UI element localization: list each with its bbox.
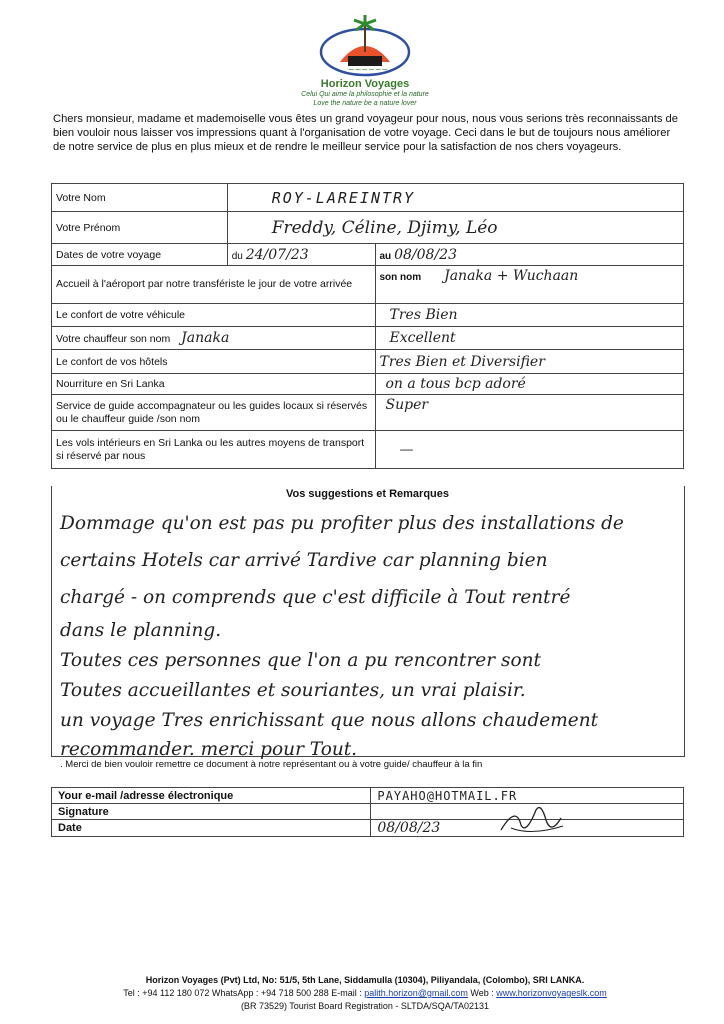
vols-label: Les vols intérieurs en Sri Lanka ou les autres moyens de transport si réservé par nous bbox=[52, 431, 376, 469]
au-field[interactable]: au 08/08/23 bbox=[375, 244, 684, 266]
footer-web-link[interactable]: www.horizonvoyageslk.com bbox=[496, 988, 607, 998]
contact-table bbox=[51, 787, 684, 837]
row-prenom bbox=[52, 212, 684, 244]
date-field[interactable]: 08/08/23 bbox=[371, 820, 684, 837]
hotels-label: Le confort de vos hôtels bbox=[52, 350, 376, 374]
accueil-label: Accueil à l'aéroport par notre transfériste le jour de votre arrivée bbox=[52, 266, 376, 304]
suggestion-line: Dommage qu'on est pas pu profiter plus des installations de bbox=[60, 513, 624, 534]
nom-field[interactable]: ROY-LAREINTRY bbox=[227, 184, 683, 212]
suggestion-line: recommander. merci pour Tout. bbox=[60, 739, 358, 760]
guide-label: Service de guide accompagnateur ou les guides locaux si réservés ou le chauffeur guide /son nom bbox=[52, 395, 376, 431]
row-nourriture bbox=[52, 374, 684, 395]
nourriture-label: Nourriture en Sri Lanka bbox=[52, 374, 376, 395]
chauffeur-label: Votre chauffeur son nom Janaka bbox=[52, 327, 376, 350]
row-dates bbox=[52, 244, 684, 266]
suggestion-line: dans le planning. bbox=[60, 620, 222, 641]
vehicule-label: Le confort de votre véhicule bbox=[52, 304, 376, 327]
feedback-form-table bbox=[51, 183, 684, 469]
row-vols bbox=[52, 431, 684, 469]
signature-label: Signature bbox=[52, 804, 371, 820]
nom-label: Votre Nom bbox=[52, 184, 228, 212]
instruction-note: . Merci de bien vouloir remettre ce document à notre représentant ou à votre guide/ chauffeur à la fin bbox=[60, 759, 483, 770]
nourriture-field[interactable]: on a tous bcp adoré bbox=[375, 374, 684, 395]
suggestion-line: chargé - on comprends que c'est difficile à Tout rentré bbox=[60, 587, 571, 608]
footer bbox=[60, 974, 670, 1013]
suggestions-title: Vos suggestions et Remarques bbox=[285, 488, 449, 500]
footer-address: Horizon Voyages (Pvt) Ltd, No: 51/5, 5th Lane, Siddamulla (10304), Piliyandala, (Colombo), SRI LANKA. bbox=[145, 975, 585, 985]
footer-email-link[interactable]: palith.horizon@gmail.com bbox=[364, 988, 468, 998]
chauffeur-field[interactable]: Excellent bbox=[375, 327, 684, 350]
suggestion-line: un voyage Tres enrichissant que nous allons chaudement bbox=[60, 710, 599, 731]
vehicule-field[interactable]: Tres Bien bbox=[375, 304, 684, 327]
suggestions-text bbox=[60, 505, 680, 764]
son-nom-field[interactable]: son nom Janaka + Wuchaan bbox=[375, 266, 684, 304]
guide-field[interactable]: Super bbox=[375, 395, 684, 431]
brand-block bbox=[270, 78, 460, 108]
row-hotels bbox=[52, 350, 684, 374]
prenom-label: Votre Prénom bbox=[52, 212, 228, 244]
suggestion-line: Toutes ces personnes que l'on a pu rencontrer sont bbox=[60, 650, 541, 671]
suggestion-line: Toutes accueillantes et souriantes, un vrai plaisir. bbox=[60, 680, 526, 701]
email-field[interactable]: PAYAHO@HOTMAIL.FR bbox=[371, 788, 684, 804]
dates-label: Dates de votre voyage bbox=[52, 244, 228, 266]
company-logo bbox=[318, 12, 413, 82]
signature-mark bbox=[491, 800, 571, 840]
row-vehicule bbox=[52, 304, 684, 327]
brand-tagline-2: Love the nature be a nature lover bbox=[313, 100, 417, 107]
brand-name: Horizon Voyages bbox=[320, 78, 410, 90]
row-signature bbox=[52, 804, 684, 820]
row-email bbox=[52, 788, 684, 804]
row-chauffeur bbox=[52, 327, 684, 350]
brand-tagline: Celui Qui aime la philosophie et la nature bbox=[301, 91, 429, 98]
du-field[interactable]: du 24/07/23 bbox=[227, 244, 375, 266]
suggestion-line: certains Hotels car arrivé Tardive car planning bien bbox=[60, 550, 548, 571]
date-label: Date bbox=[52, 820, 371, 837]
hotels-field[interactable]: Tres Bien et Diversifier bbox=[375, 350, 684, 374]
intro-paragraph: Chers monsieur, madame et mademoiselle vous êtes un grand voyageur pour nous, nous vous serions très reconnaissants de bien vouloir nous laisser vos impressions quant à l'organisation de votre voyage. Ceci dans le but de toujours nous améliorer de notre service de plus en plus mieux et de rendre le meilleur service pour la satisfaction de nos chers voyageurs. bbox=[53, 113, 678, 153]
row-guide bbox=[52, 395, 684, 431]
footer-contact-line: Tel : +94 112 180 072 WhatsApp : +94 718 500 288 E-mail : palith.horizon@gmail.com Web : www.horizonvoyageslk.com bbox=[123, 988, 607, 998]
svg-text:~~~~~~: ~~~~~~ bbox=[348, 65, 389, 74]
prenom-field[interactable]: Freddy, Céline, Djimy, Léo bbox=[227, 212, 683, 244]
signature-field[interactable] bbox=[371, 804, 684, 820]
email-label: Your e-mail /adresse électronique bbox=[52, 788, 371, 804]
footer-registration: (BR 73529) Tourist Board Registration - SLTDA/SQA/TA02131 bbox=[240, 1001, 490, 1011]
row-accueil bbox=[52, 266, 684, 304]
vols-field[interactable]: — bbox=[375, 431, 684, 469]
row-nom bbox=[52, 184, 684, 212]
row-date bbox=[52, 820, 684, 837]
